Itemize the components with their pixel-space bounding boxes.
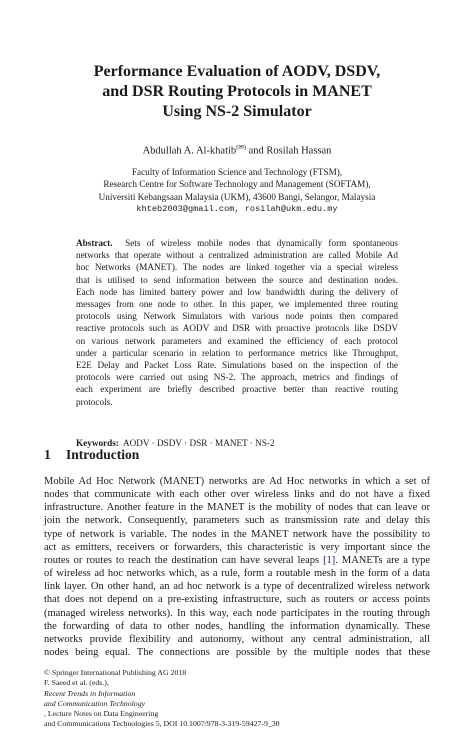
- body-line: act as emitters, receivers or forwarders, this characteristic is very important since the: [44, 541, 430, 553]
- section-number: 1: [44, 447, 51, 462]
- book-title-part-2: and Communication Technology: [44, 698, 146, 708]
- abstract-line: E2E Delay and Packet Loss Rate. Simulations based on the inspection of the: [76, 360, 398, 371]
- body-line: the forwarding of data to other nodes, handling the information dynamically. These: [44, 620, 430, 632]
- copyright-notice: © Springer International Publishing AG 2018: [44, 668, 187, 677]
- abstract-line: reactive protocols such as AODV and DSR with proactive protocols like DSDV: [76, 323, 398, 334]
- body-line: (managed wireless networks). In this way, each node participates in the routing through: [44, 607, 430, 619]
- citation-link[interactable]: [1]: [323, 554, 336, 566]
- introduction-body: [44, 475, 430, 659]
- body-line: routes or routes to reach the destination can have several leaps: [44, 554, 320, 566]
- keywords-label: Keywords:: [76, 438, 119, 448]
- abstract-line: each experiment are briefly described proactive better than reactive routing: [76, 384, 398, 395]
- corresponding-author-mark: (✉): [236, 144, 246, 151]
- abstract-line: protocols.: [76, 396, 113, 407]
- body-line: link layer. On other hand, an ad hoc network is a type of decentralized wireless network: [44, 581, 430, 593]
- abstract-line: protocols using Network Simulators with various node points then compared: [76, 311, 398, 322]
- abstract-line: on various network parameters and examined the efficiency of each protocol: [76, 335, 398, 346]
- book-title-part-1: Recent Trends in Information: [44, 688, 136, 698]
- author-emails: khteb2003@gmail.com, rosilah@ukm.edu.my: [136, 204, 338, 215]
- abstract-label: Abstract.: [76, 238, 113, 248]
- title-line-3: Using NS-2 Simulator: [162, 103, 312, 120]
- body-line: of wireless ad hoc networks which, as a rule, form a routable mesh in the form of a data: [44, 568, 430, 580]
- body-line: nodes that communicate with each other over wireless links and do not have a fixed: [44, 489, 430, 501]
- title-line-2: and DSR Routing Protocols in MANET: [102, 83, 372, 100]
- author-list: [60, 143, 414, 157]
- abstract-line: under a particular scenario in relation to performance metrics like Throughput,: [76, 347, 398, 358]
- abstract: [76, 237, 398, 408]
- keywords-list: AODV · DSDV · DSR · MANET · NS-2: [122, 438, 275, 448]
- body-line: type of network is variable. The nodes in the MANET network have the possibility to: [44, 528, 430, 540]
- abstract-line: networks that operate without a centralized administration are called Mobile Ad: [76, 250, 398, 261]
- affiliation-line-1: Faculty of Information Science and Technology (FTSM),: [131, 167, 343, 177]
- abstract-line: that is utilised to send information between the source and destination nodes.: [76, 274, 398, 285]
- citation-line-3: and Communications Technologies 5, DOI 10.1007/978-3-319-59427-9_30: [44, 719, 280, 729]
- abstract-first-line: [76, 237, 398, 249]
- abstract-line: hoc Networks (MANET). The nodes are linked together via a special wireless: [76, 262, 398, 273]
- citation-editors: F. Saeed et al. (eds.),: [44, 678, 109, 688]
- abstract-line: Sets of wireless mobile nodes that dynamically form spontaneous: [125, 238, 399, 248]
- title-line-1: Performance Evaluation of AODV, DSDV,: [93, 63, 381, 80]
- author-2: Rosilah Hassan: [266, 145, 332, 157]
- citation-line-2: [44, 699, 430, 720]
- affiliation-line-3: Universiti Kebangsaan Malaysia (UKM), 43600 Bangi, Selangor, Malaysia: [98, 191, 376, 202]
- abstract-line: messages from one node to other. In this paper, we implemented three routing: [76, 299, 398, 310]
- body-line: infrastructure. Another feature in the MANET is the mobility of nodes that can leave or: [44, 502, 430, 514]
- body-line: that does not depend on a pre-existing infrastructure, such as routers or access points: [44, 594, 430, 606]
- body-line-tail: . MANETs are a type: [335, 554, 430, 566]
- citation-line-1: [44, 678, 430, 699]
- publication-footer: [44, 668, 430, 730]
- abstract-line: Each node has limited battery power and low bandwidth during the delivery of: [76, 286, 398, 297]
- body-line: join the network. Consequently, parameters such as transmission rate and delay this: [44, 515, 430, 527]
- author-1: Abdullah A. Al-khatib: [142, 145, 237, 157]
- series-part-1: , Lecture Notes on Data Engineering: [44, 709, 159, 719]
- author-conjunction: and: [245, 145, 267, 157]
- section-title: Introduction: [66, 447, 140, 462]
- abstract-line: protocols were carried out using NS-2. The approach, metrics and findings of: [76, 372, 398, 383]
- paper-title: [60, 62, 414, 122]
- section-heading: [44, 447, 139, 463]
- body-line: nodes being equal. The connections are possible by the multiple nodes that these: [44, 647, 430, 659]
- affiliation-line-2: Research Centre for Software Technology and Management (SOFTAM),: [103, 179, 371, 190]
- body-line: Mobile Ad Hoc Network (MANET) networks are Ad Hoc networks in which a set of: [44, 476, 430, 487]
- body-line-with-citation: [44, 554, 430, 567]
- body-line: networks provide flexibility and autonomy, without any central administration, all: [44, 633, 430, 645]
- affiliation: [60, 166, 414, 216]
